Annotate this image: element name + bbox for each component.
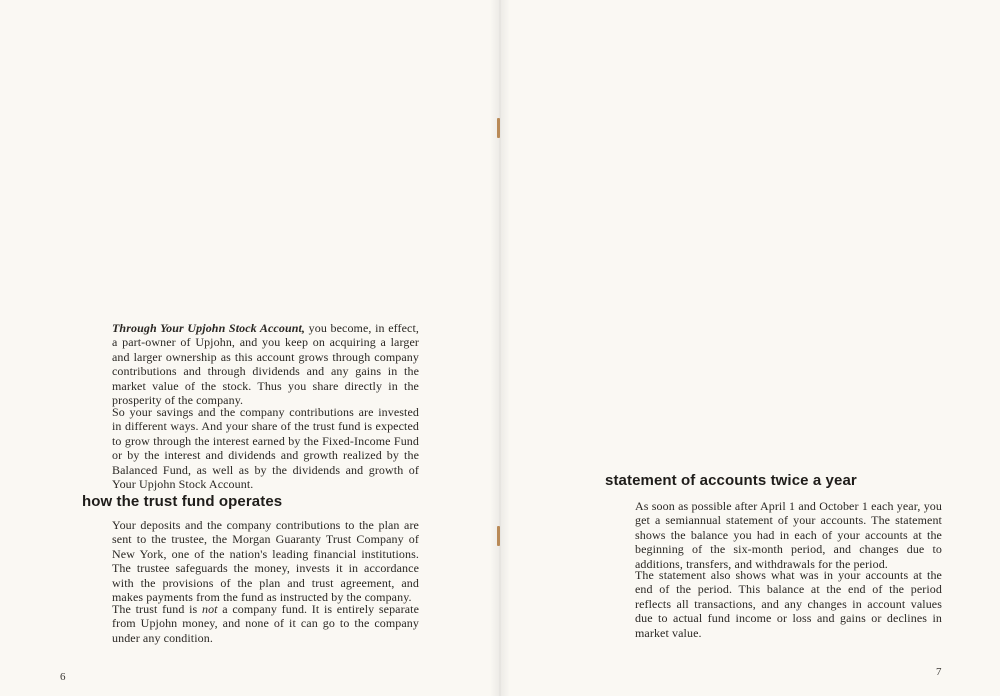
semiannual-statement-paragraph: [635, 499, 942, 571]
emphasis-text: not: [201, 602, 218, 616]
paragraph-lead-italic: Through Your Upjohn Stock Account,: [112, 321, 306, 335]
page-number-right: 7: [936, 666, 942, 678]
staple-top: [497, 118, 500, 138]
savings-invested-paragraph: [112, 405, 419, 491]
paragraph-text: Your deposits and the company contributions to the plan are sent to the trustee, the Morgan Guaranty Trust Company of New York, one of the nation's leading financial institutions. The trustee safeguards the money, invests it in accordance with the provisions of the plan and trust agreement, and makes payments from the fund as instructed by the company.: [112, 518, 419, 605]
paragraph-text: So your savings and the company contributions are invested in different ways. And your share of the trust fund is expected to grow through the interest earned by the Fixed-Income Fund or by the interest and dividends and growth realized by the Balanced Fund, as well as by the dividends and growth of Your Upjohn Stock Account.: [112, 405, 419, 492]
paragraph-text: you become, in effect, a part-owner of Upjohn, and you keep on acquiring a larger and larger ownership as this account grows through company contributions and through dividends and any gains in the market value of the stock. Thus you share directly in the prosperity of the company.: [112, 321, 419, 408]
right-page: [500, 0, 1000, 696]
book-gutter: [490, 0, 510, 696]
trust-fund-separate-paragraph: [112, 602, 419, 645]
deposits-trustee-paragraph: [112, 518, 419, 604]
paragraph-text: The statement also shows what was in your accounts at the end of the period. This balance at the end of the period reflects all transactions, and any changes in account values due to actual fund income or loss and gains or declines in market value.: [635, 568, 942, 640]
statement-balance-paragraph: [635, 568, 942, 640]
section-heading-trust-fund: how the trust fund operates: [82, 493, 283, 510]
section-heading-statement: statement of accounts twice a year: [605, 472, 857, 489]
paragraph-text: The trust fund is: [112, 602, 202, 616]
paragraph-text: As soon as possible after April 1 and October 1 each year, you get a semiannual statement of your accounts. The statement shows the balance you had in each of your accounts at the beginning of the six-month period, and changes due to additions, transfers, and withdrawals for the period.: [635, 499, 942, 571]
staple-bottom: [497, 526, 500, 546]
upjohn-stock-account-paragraph: [112, 321, 419, 407]
paragraph-text: a company fund. It is entirely separate from Upjohn money, and none of it can go to the company under any condition.: [112, 602, 419, 645]
page-number-left: 6: [60, 671, 66, 683]
